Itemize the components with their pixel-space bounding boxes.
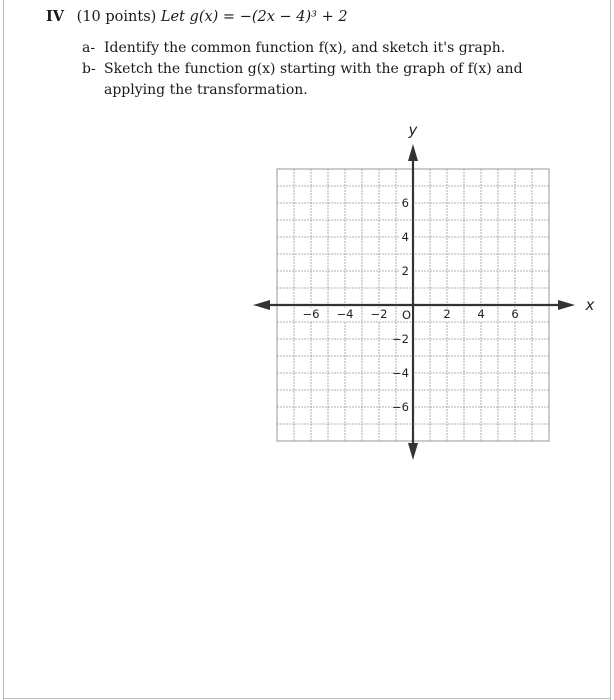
sub-question-b-marker: b- xyxy=(82,61,96,77)
question-points: (10 points) xyxy=(76,9,157,25)
x-tick-label: 4 xyxy=(477,307,485,321)
y-tick-label: −4 xyxy=(392,366,409,380)
y-tick-label: 4 xyxy=(401,230,409,244)
origin-label: O xyxy=(401,308,411,322)
y-tick-label: 6 xyxy=(401,196,409,210)
x-tick-label: 6 xyxy=(511,307,519,321)
question-number: IV xyxy=(46,8,65,25)
sub-question-b-text: Sketch the function g(x) starting with the graph of f(x) and applying the transformation. xyxy=(104,61,523,98)
y-axis-arrow-down-icon xyxy=(408,443,418,460)
question-statement: Let g(x) = −(2x − 4)³ + 2 xyxy=(160,9,348,25)
sub-question-a-text: Identify the common function f(x), and sketch it's graph. xyxy=(104,40,506,56)
x-axis-arrow-right-icon xyxy=(558,300,575,310)
x-axis-arrow-left-icon xyxy=(253,300,270,310)
y-axis-arrow-up-icon xyxy=(408,144,418,161)
x-tick-label: −2 xyxy=(370,307,388,321)
y-tick-label: −6 xyxy=(392,400,409,414)
x-tick-label: 2 xyxy=(443,307,451,321)
x-tick-label: −6 xyxy=(302,307,320,321)
x-tick-label: −4 xyxy=(336,307,354,321)
y-axis-label: y xyxy=(408,121,418,139)
sub-question-a-marker: a- xyxy=(82,40,96,56)
axes xyxy=(253,144,575,460)
y-tick-label: 2 xyxy=(401,264,409,278)
y-tick-label: −2 xyxy=(392,332,409,346)
x-axis-label: x xyxy=(585,296,595,314)
